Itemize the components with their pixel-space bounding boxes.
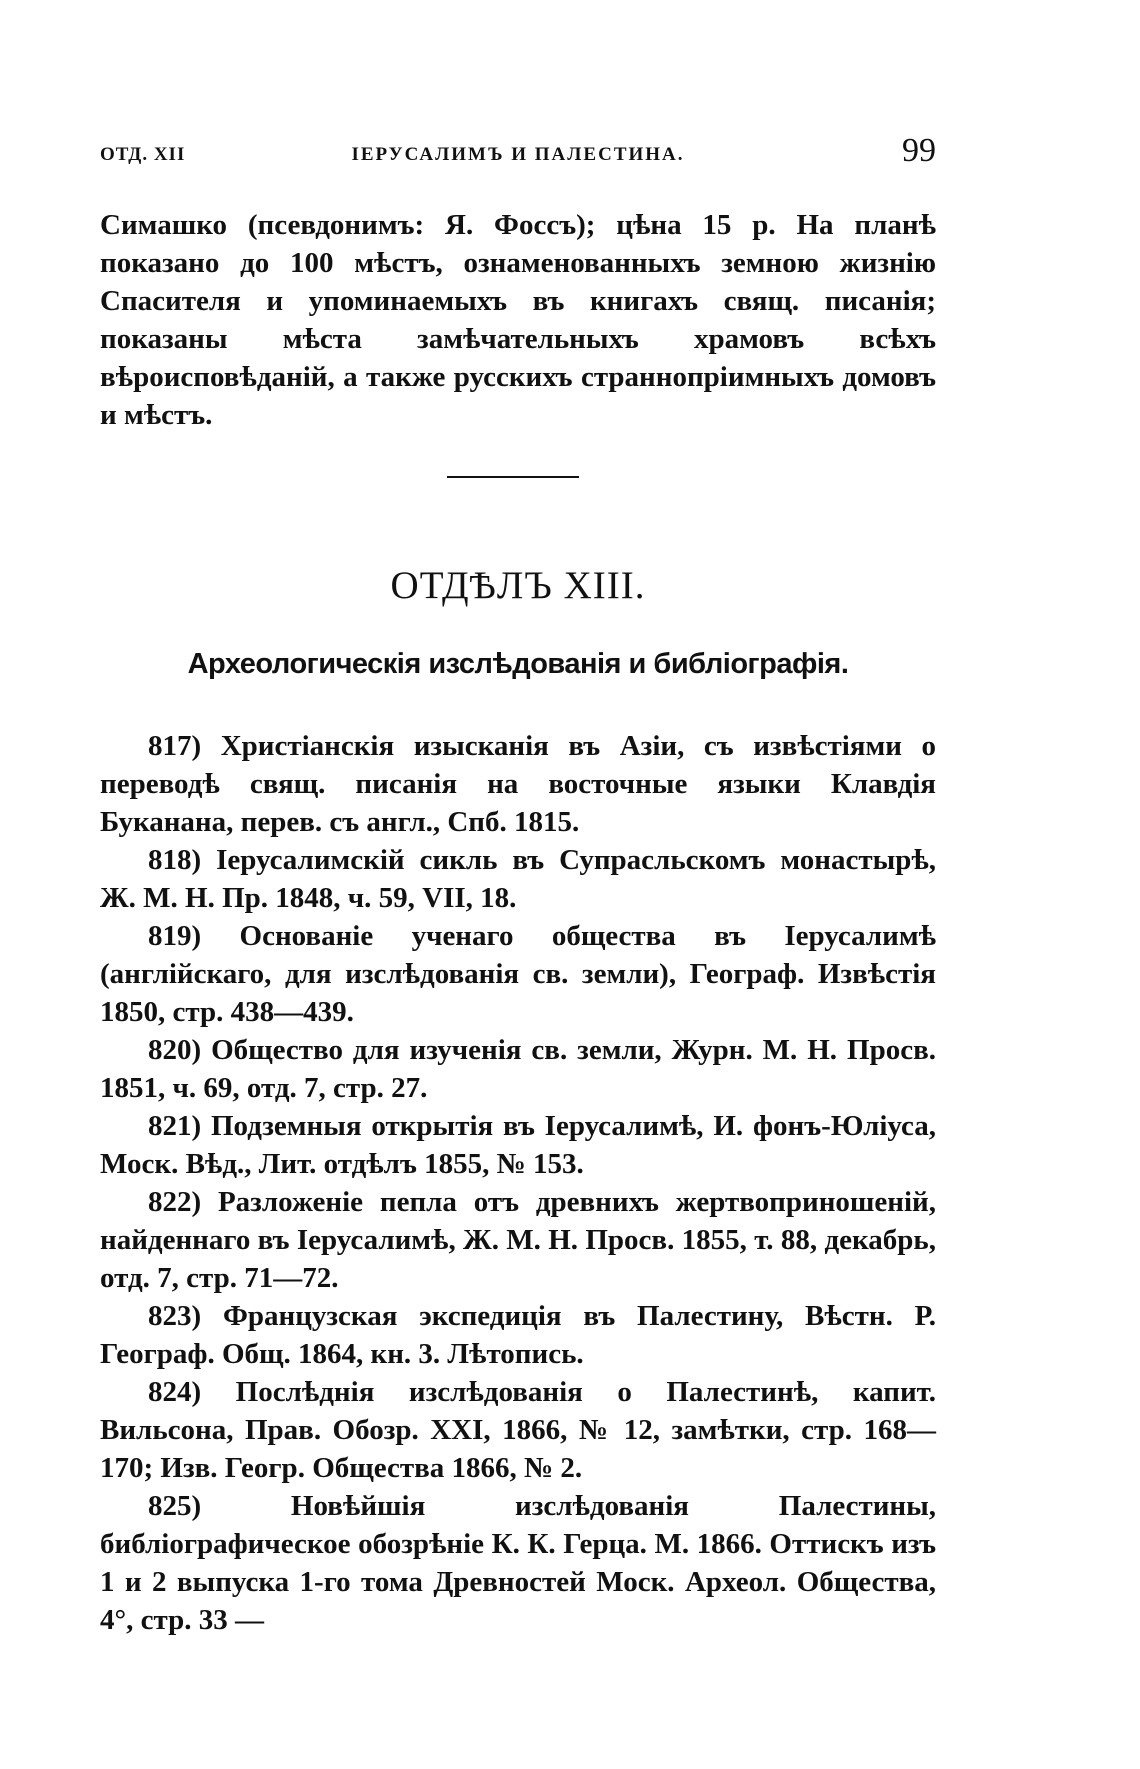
section-divider-rule [447, 476, 579, 478]
section-heading: ОТДѢЛЪ XIII. [390, 564, 646, 607]
bibliography-entry-823: 823) Французская экспедиція въ Палестину, Вѣстн. Р. Географ. Общ. 1864, кн. 3. Лѣтопись. [100, 1300, 936, 1370]
header-title: ІЕРУСАЛИМЪ И ПАЛЕСТИНА. [351, 144, 685, 165]
section-subtitle: Археологическія изслѣдованія и библіографія. [187, 648, 849, 680]
running-header [100, 132, 936, 180]
header-section-label: ОТД. XII [100, 144, 186, 165]
bibliography-entry-822: 822) Разложеніе пепла отъ древнихъ жертвоприношеній, найденнаго въ Іерусалимѣ, Ж. М. Н. Просв. 1855, т. 88, декабрь, отд. 7, стр. 71—72. [100, 1186, 936, 1294]
bibliography-entry-820: 820) Общество для изученія св. земли, Журн. М. Н. Просв. 1851, ч. 69, отд. 7, стр. 27. [100, 1034, 936, 1104]
bibliography-entry-821: 821) Подземныя открытія въ Іерусалимѣ, И. фонъ-Юліуса, Моск. Вѣд., Лит. отдѣлъ 1855, № 153. [100, 1110, 936, 1180]
bibliography-entry-818: 818) Іерусалимскій сикль въ Супрасльскомъ монастырѣ, Ж. М. Н. Пр. 1848, ч. 59, VII, 18. [100, 844, 936, 914]
bibliography-entry-825: 825) Новѣйшія изслѣдованія Палестины, библіографическое обозрѣніе К. К. Герца. М. 1866. Оттискъ изъ 1 и 2 выпуска 1-го тома Древностей Моск. Археол. Общества, 4°, стр. 33 — [100, 1490, 936, 1636]
bibliography-entry-817: 817) Христіанскія изысканія въ Азіи, съ извѣстіями о переводѣ свящ. писанія на восточные языки Клавдія Буканана, перев. съ англ., Спб. 1815. [100, 730, 936, 838]
bibliography-entry-824: 824) Послѣднія изслѣдованія о Палестинѣ, капит. Вильсона, Прав. Обозр. XXI, 1866, № 12, замѣтки, стр. 168—170; Изв. Геогр. Общества 1866, № 2. [100, 1376, 936, 1484]
bibliography-entry-819: 819) Основаніе ученаго общества въ Іерусалимѣ (англійскаго, для изслѣдованія св. земли), Географ. Извѣстія 1850, стр. 438—439. [100, 920, 936, 1028]
intro-paragraph: Симашко (псевдонимъ: Я. Фоссъ); цѣна 15 р. На планѣ показано до 100 мѣстъ, ознаменованныхъ земною жизнію Спасителя и упоминаемыхъ въ книгахъ свящ. писанія; показаны мѣста замѣчательныхъ храмовъ всѣхъ вѣроисповѣданій, а также русскихъ страннопріимныхъ домовъ и мѣстъ. [100, 209, 936, 431]
page-number: 99 [902, 132, 936, 169]
bibliography-entries [100, 727, 936, 1639]
